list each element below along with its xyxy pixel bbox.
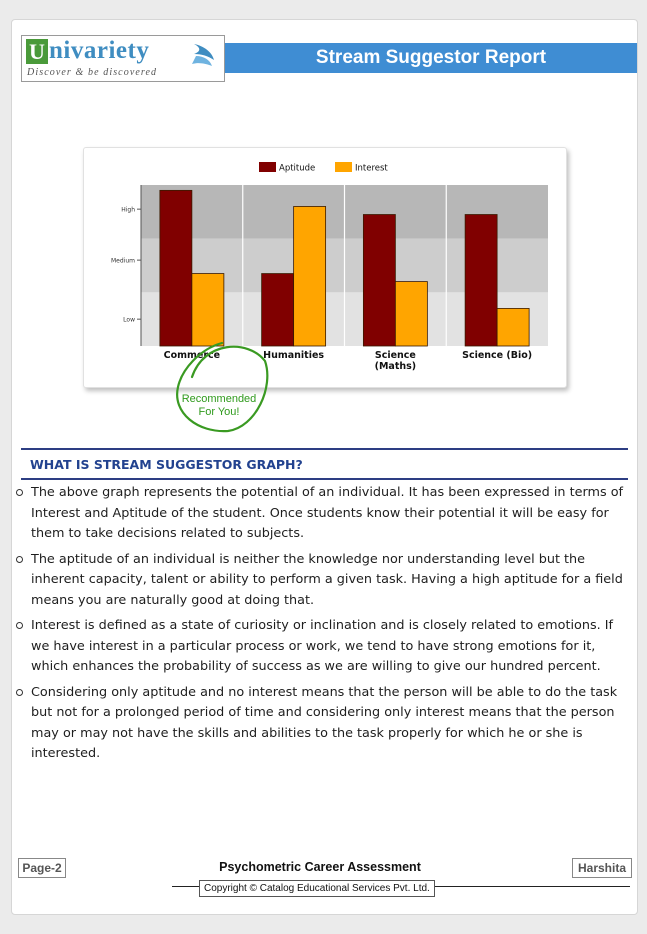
bar-aptitude [160,190,192,346]
stream-suggestor-chart [83,147,567,388]
y-tick-label: High [121,206,135,214]
bar-interest [497,308,529,346]
recommended-stamp-circle-icon [170,335,270,435]
logo-tagline: Discover & be discovered [27,67,158,78]
stamp-line-1: Recommended [181,393,257,405]
y-tick-label: Medium [111,257,135,265]
section-rule-bottom [21,478,628,480]
bar-interest [395,282,427,346]
footer-title: Psychometric Career Assessment [219,860,421,874]
list-item: Interest is defined as a state of curiosity or inclination and is closely related to emotions. If we have interest in a particular process or work, we tend to have strong emotions for it, which enhances the probability of success as we are willing to give our hundred percent. [15,616,635,678]
x-tick-label: Commerce [163,350,221,361]
x-tick-label: Science (Bio) [462,350,533,361]
list-item: The aptitude of an individual is neither the knowledge nor understanding level but the inherent capacity, talent or ability to perform a given task. Having a high aptitude for a field means you are naturally good at doing that. [15,550,635,612]
logo-initial: U [26,39,48,64]
legend-label-aptitude: Aptitude [279,163,316,174]
univariety-logo [21,35,225,82]
section-rule-top [21,448,628,450]
explanation-list [15,483,635,770]
bullet-circle-icon [16,556,23,563]
report-title: Stream Suggestor Report [225,43,637,73]
bar-aptitude [363,215,395,346]
legend-swatch-aptitude [259,162,276,172]
x-tick-label-line2: (Maths) [374,361,417,372]
student-name: Harshita [572,858,632,878]
section-heading: WHAT IS STREAM SUGGESTOR GRAPH? [30,457,303,472]
bullet-circle-icon [16,622,23,629]
legend-label-interest: Interest [355,163,388,174]
y-tick-label: Low [123,316,135,324]
x-tick-label: Science [374,350,416,361]
bar-aptitude [465,215,497,346]
list-item: Considering only aptitude and no interest means that the person will be able to do the task but not for a prolonged period of time and considering only interest means that the person may or may not have the skills and abilities to the task properly for which he or she is interested. [15,683,635,765]
page-number: Page-2 [18,858,66,878]
x-tick-label: Humanities [263,350,325,361]
recommended-stamp-text [176,393,262,419]
stamp-line-2: For You! [198,406,240,418]
list-item: The above graph represents the potential of an individual. It has been expressed in terms of Interest and Aptitude of the student. Once students know their potential it will be easy for them to take decisions related to subjects. [15,483,635,545]
bar-interest [294,206,326,346]
logo-wordmark: nivariety [49,37,150,64]
bullet-circle-icon [16,489,23,496]
copyright-notice: Copyright © Catalog Educational Services Pvt. Ltd. [199,880,435,897]
legend-swatch-interest [335,162,352,172]
bullet-circle-icon [16,689,23,696]
logo-swoosh-icon [190,42,220,70]
